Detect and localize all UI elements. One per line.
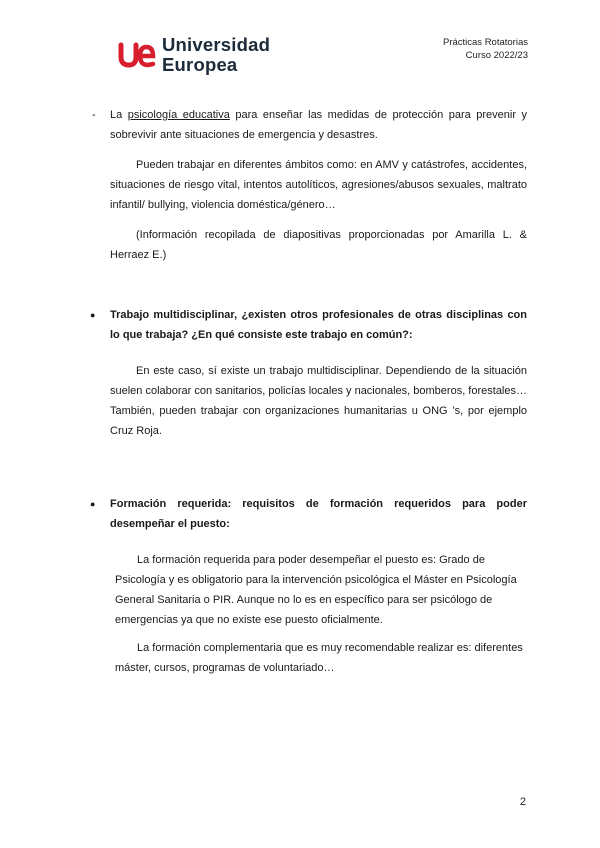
logo-wordmark	[162, 35, 270, 75]
source-note: (Información recopilada de diapositivas proporcionadas por Amarilla L. & Herraez E.)	[110, 229, 527, 261]
logo-line-1: Universidad	[162, 34, 271, 55]
section-heading-training: Formación requerida: requisitos de formación requeridos para poder desempeñar el puesto:	[110, 498, 527, 530]
dash-marker: -	[92, 109, 96, 121]
header-course-title: Prácticas Rotatorias	[442, 37, 528, 48]
psicologia-educativa-link[interactable]: psicología educativa	[127, 109, 230, 121]
dash-item-prefix: La	[110, 109, 128, 121]
bullet-marker-2: ●	[90, 499, 96, 509]
header-course-year: Curso 2022/23	[465, 50, 528, 61]
bullet-marker-1: ●	[90, 310, 96, 320]
logo-line-2: Europea	[162, 54, 238, 75]
university-logo	[118, 34, 278, 76]
training-complementary-paragraph: La formación complementaria que es muy recomendable realizar es: diferentes máster, cursos, programas de voluntariado…	[115, 642, 523, 674]
dash-list-item	[110, 105, 527, 145]
universidad-europea-ue-mark-icon	[118, 37, 156, 71]
dash-item-suffix: para enseñar las medidas de protección para prevenir y sobrevivir ante situaciones de emergencia y desastres.	[110, 109, 527, 141]
document-header-info	[443, 36, 528, 62]
training-required-paragraph: La formación requerida para poder desempeñar el puesto es: Grado de Psicología y es obligatorio para la intervención psicológica el Máster en Psicología General Sanitaria o PIR. Aunque no lo es en específico para ser psicólogo de emergencias ya que no existe ese puesto oficialmente.	[115, 554, 517, 626]
section-heading-multidisciplinary: Trabajo multidisciplinar, ¿existen otros profesionales de otras disciplinas con lo que trabaja? ¿En qué consiste este trabajo en común?:	[110, 309, 527, 341]
multidisciplinary-paragraph: En este caso, sí existe un trabajo multidisciplinar. Dependiendo de la situación suelen colaborar con sanitarios, policías locales y nacionales, bomberos, forestales… También, pueden trabajar con organizaciones humanitarias u ONG ’s, por ejemplo Cruz Roja.	[110, 365, 527, 437]
areas-paragraph: Pueden trabajar en diferentes ámbitos como: en AMV y catástrofes, accidentes, situaciones de riesgo vital, intentos autolíticos, agresiones/abusos sexuales, maltrato infantil/ bullying, violencia doméstica/género…	[110, 159, 527, 211]
page-number: 2	[519, 796, 526, 808]
